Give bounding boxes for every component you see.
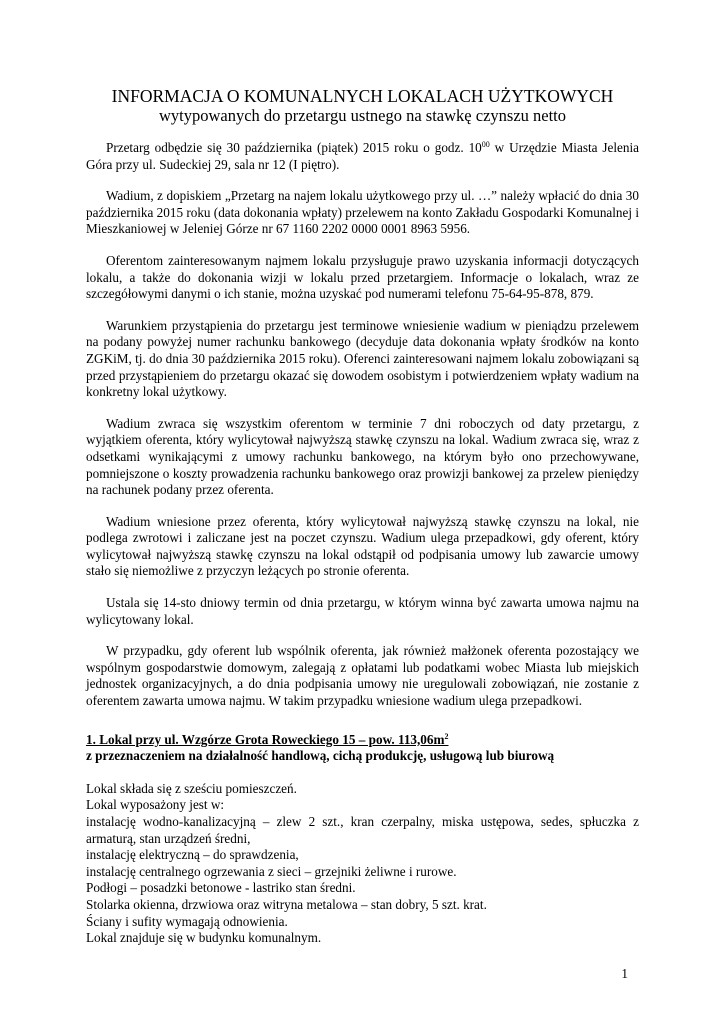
paragraph-deposit-return: Wadium zwraca się wszystkim oferentom w terminie 7 dni roboczych od daty przetargu, z wyjątkiem oferenta, który wylicytował najwyższą stawkę czynszu na lokal. Wadium zwraca się, wraz z odsetkami wynikającymi z umowy rachunku bankowego, na którym było ono przechowywane, pomniejszone o koszty prowadzenia rachunku bankowego oraz prowizji bankowej za przelew pieniędzy na rachunek podany przez oferenta. (86, 415, 639, 498)
lot-1-desc-line: instalację centralnego ogrzewania z sieci – grzejniki żeliwne i rurowe. (86, 863, 457, 879)
paragraph-deposit-payment: Wadium, z dopiskiem „Przetarg na najem lokalu użytkowego przy ul. …” należy wpłacić do dnia 30 października 2015 roku (data dokonania wpłaty) przelewem na konto Zakładu Gospodarki Komunalnej i Mieszkaniowej w Jeleniej Górze nr 67 1160 2202 0000 0001 8963 5956. (86, 188, 639, 237)
lot-1-desc-line: Ściany i sufity wymagają odnowienia. (86, 913, 288, 929)
lot-1-desc-line: instalację wodno-kanalizacyjną – zlew 2 szt., kran czerpalny, miska ustępowa, sedes, spłuczka z armaturą, stan urządzeń średni, (86, 814, 639, 846)
document-subtitle: wytypowanych do przetargu ustnego na stawkę czynszu netto (158, 106, 567, 125)
paragraph-arrears-exclusion: W przypadku, gdy oferent lub wspólnik oferenta, jak również małżonek oferenta pozostający we wspólnym gospodarstwie domowym, zalegają z opłatami lub podatkami wobec Miasta lub miejskich jednostek organizacyjnych, a do dnia podpisania umowy nie uregulowali zobowiązań, nie zostanie z oferentem zawarta umowa najmu. W takim przypadku wniesione wadium ulega przepadkowi. (86, 643, 639, 709)
time-superscript: 00 (481, 140, 490, 149)
lot-1-desc-line: Lokal znajduje się w budynku komunalnym. (86, 930, 322, 946)
page-number: 1 (621, 966, 628, 981)
paragraph-contract-deadline: Ustala się 14-sto dniowy termin od dnia przetargu, w którym winna być zawarta umowa najmu na wylicytowany lokal. (86, 595, 639, 627)
document-page (86, 86, 639, 947)
lot-1-desc-line: Stolarka okienna, drzwiowa oraz witryna metalowa – stan dobry, 5 szt. krat. (86, 896, 487, 912)
paragraph-deposit-forfeit: Wadium wniesione przez oferenta, który wylicytował najwyższą stawkę czynszu na lokal, nie podlega zwrotowi i zaliczane jest na poczet czynszu. Wadium ulega przepadkowi, gdy oferent, który wylicytował najwyższą stawkę czynszu na lokal odstąpił od podpisania umowy lub zawarcie umowy stało się niemożliwe z przyczyn leżących po stronie oferenta. (86, 513, 639, 579)
lot-1-section (86, 732, 639, 947)
lot-1-desc-line: instalację elektryczną – do sprawdzenia, (86, 847, 299, 863)
lot-1-purpose: z przeznaczeniem na działalność handlową, cichą produkcję, usługową lub biurową (86, 748, 555, 764)
paragraph-information-rights: Oferentom zainteresowanym najmem lokalu przysługuje prawo uzyskania informacji dotyczących lokalu, a także do dokonania wizji w lokalu przed przetargiem. Informacje o lokalach, wraz ze szczegółowymi danymi o ich stanie, można uzyskać pod numerami telefonu 75-64-95-878, 879. (86, 252, 639, 302)
lot-1-heading: 1. Lokal przy ul. Wzgórze Grota Roweckiego 15 – pow. $113,06m^2$ (86, 731, 449, 747)
lot-1-desc-line: Lokal składa się z sześciu pomieszczeń. (86, 780, 297, 796)
area-superscript: 2 (444, 731, 449, 741)
document-title: INFORMACJA O KOMUNALNYCH LOKALACH UŻYTKOWYCH (111, 86, 614, 106)
paragraph-participation-conditions: Warunkiem przystąpienia do przetargu jest terminowe wniesienie wadium w pieniądzu przelewem na podany powyżej numer rachunku bankowego (decyduje data dokonania wpłaty środków na konto ZGKiM, tj. do dnia 30 października 2015 roku). Oferenci zainteresowani najmem lokalu zobowiązani są przed przystąpieniem do przetargu okazać się dowodem osobistym i potwierdzeniem wpłaty wadium na konkretny lokal użytkowy. (86, 317, 639, 400)
paragraph-auction-date: Przetarg odbędzie się 30 października (piątek) 2015 roku o godz. $10^{00}$ w Urzędzie Miasta Jelenia Góra przy ul. Sudeckiej 29, sala nr 12 (I piętro). (86, 140, 639, 172)
lot-1-desc-line: Podłogi – posadzki betonowe - lastriko stan średni. (86, 880, 356, 896)
lot-1-desc-line: Lokal wyposażony jest w: (86, 797, 225, 813)
